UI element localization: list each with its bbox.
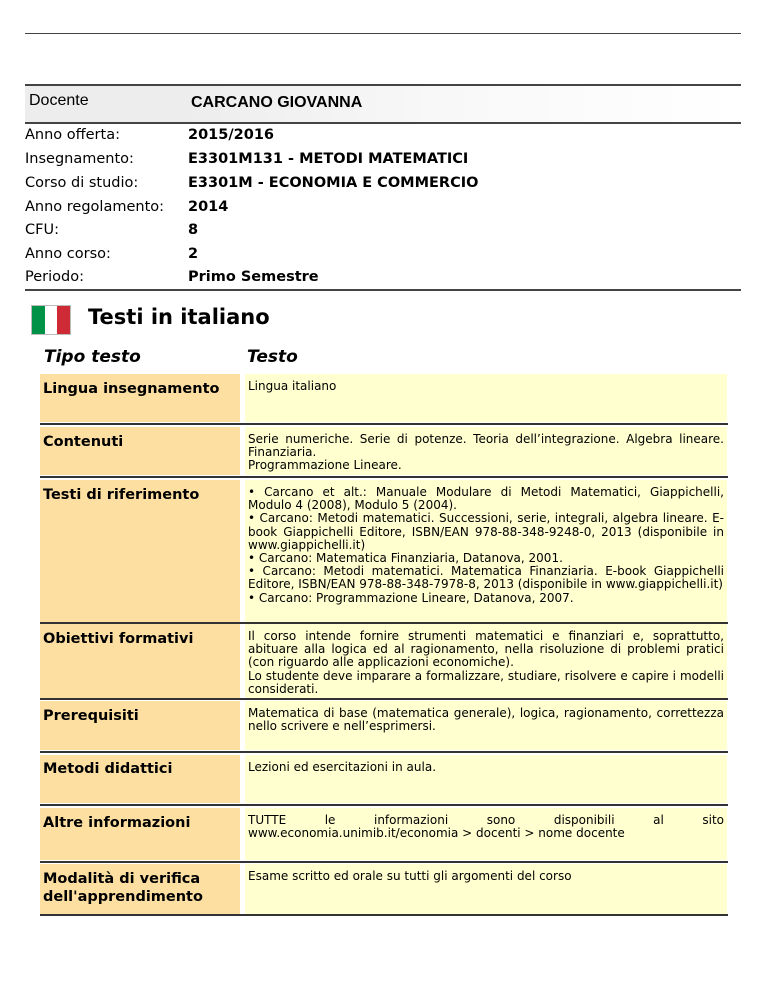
row-divider [40,861,728,863]
row-text: TUTTE le informazioni sono disponibili al sito www.economia.unimib.it/economia > docenti > nome docente [248,813,724,841]
row-text: Lo studente deve imparare a formalizzare, studiare, risolvere e capire i modelli considerati. [248,668,724,696]
info-value: 8 [188,222,199,238]
row-label-testi-di-riferimento: Testi di riferimento [40,480,240,622]
flag-green-stripe [32,306,45,334]
reference-item: • Carcano: Matematica Finanziaria, Datanova, 2001. [248,551,563,566]
row-content-altre-informazioni [245,808,727,860]
info-label: Anno offerta: [25,127,120,143]
row-content-modalita-di-verifica [245,864,727,914]
info-value: 2 [188,246,199,262]
row-divider [40,751,728,753]
row-divider [40,423,728,425]
row-label-obiettivi-formativi: Obiettivi formativi [40,624,240,698]
row-text: Il corso intende fornire strumenti matematici e finanziari e, soprattutto, abituare alla logica ed al ragionamento, nella risoluzione di problemi pratici (con riguardo alle applicazioni economiche). [248,629,724,670]
row-content-prerequisiti [245,701,727,750]
info-value: Primo Semestre [188,269,319,285]
row-content-contenuti [245,427,727,475]
info-value: 2014 [188,199,229,215]
docente-bottom-rule [25,122,741,124]
info-label: Periodo: [25,269,84,285]
docente-row [25,86,741,122]
row-text: Serie numeriche. Serie di potenze. Teoria dell’integrazione. Algebra lineare. Finanziaria. [248,432,724,460]
row-label-prerequisiti: Prerequisiti [40,701,240,750]
info-value: 2015/2016 [188,127,275,143]
row-content-testi-di-riferimento [245,480,727,622]
info-label: Anno regolamento: [25,199,165,215]
row-divider [40,476,728,478]
reference-item: • Carcano et alt.: Manuale Modulare di Metodi Matematici, Giappichelli, Modulo 4 (2008), Modulo 5 (2004). [248,485,724,513]
row-content-obiettivi-formativi [245,624,727,698]
docente-label-cell [25,86,185,122]
flag-white-stripe [45,306,58,334]
reference-item: • Carcano: Programmazione Lineare, Datanova, 2007. [248,590,574,605]
column-header-tipo-testo: Tipo testo [44,347,141,367]
info-value: E3301M - ECONOMIA E COMMERCIO [188,175,479,191]
row-label-contenuti: Contenuti [40,427,240,475]
docente-name: CARCANO GIOVANNA [191,94,363,111]
row-content-metodi-didattici [245,755,727,803]
row-label-lingua-insegnamento: Lingua insegnamento [40,374,240,422]
row-label-altre-informazioni: Altre informazioni [40,808,240,860]
row-text: Lingua italiano [248,379,337,393]
info-label: Anno corso: [25,246,111,262]
italian-flag-icon [31,305,71,335]
flag-red-stripe [57,306,70,334]
row-divider [40,698,728,700]
top-rule [25,33,741,34]
row-divider [40,804,728,806]
section-title: Testi in italiano [88,305,270,329]
info-label: Insegnamento: [25,151,134,167]
row-label-modalita-di-verifica: Modalità di verifica dell'apprendimento [40,864,240,914]
row-content-lingua-insegnamento [245,374,727,422]
row-text: Esame scritto ed orale su tutti gli argomenti del corso [248,869,572,883]
column-header-testo: Testo [247,347,298,367]
docente-label: Docente [29,92,89,109]
info-bottom-rule [25,289,741,291]
row-divider [40,914,728,916]
row-label-metodi-didattici: Metodi didattici [40,755,240,803]
info-value: E3301M131 - METODI MATEMATICI [188,151,469,167]
row-text: Programmazione Lineare. [248,458,402,473]
info-label: Corso di studio: [25,175,139,191]
reference-item: • Carcano: Metodi matematici. Matematica Finanziaria. E-book Giappichelli Editore, ISBN/EAN 978-88-348-7978-8, 2013 (disponibile in www.giappichelli.it) [248,564,724,592]
reference-item: • Carcano: Metodi matematici. Successioni, serie, integrali, algebra lineare. E-book Giappichelli Editore, ISBN/EAN 978-88-348-9248-0, 2013 (disponibile in www.giappichelli.it) [248,511,724,552]
row-text: Matematica di base (matematica generale), logica, ragionamento, correttezza nello scrivere e nell’esprimersi. [248,706,724,734]
row-text: Lezioni ed esercitazioni in aula. [248,760,437,774]
info-label: CFU: [25,222,59,238]
docente-value-cell [185,86,741,122]
